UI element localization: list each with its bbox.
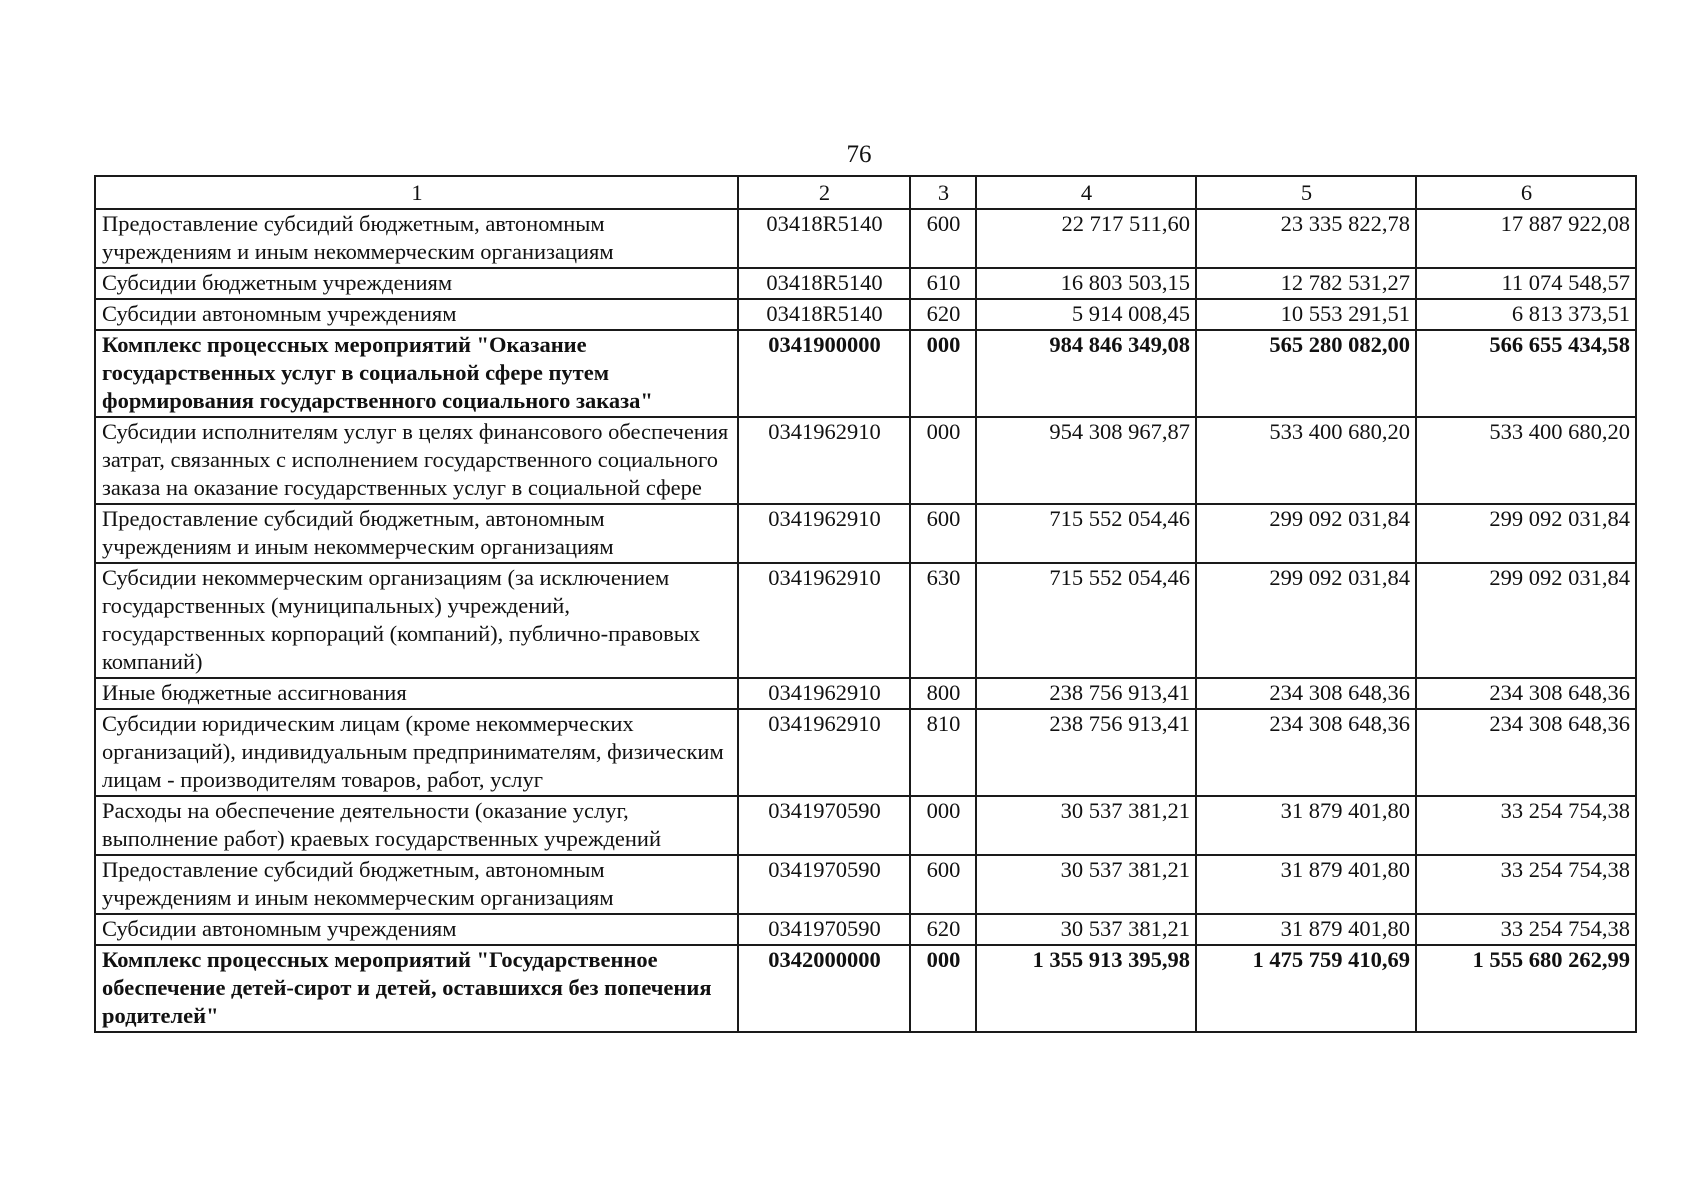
table-body	[95, 209, 1636, 1032]
row-kind-cell: 630	[910, 563, 976, 678]
row-name-cell: Предоставление субсидий бюджетным, автономным учреждениям и иным некоммерческим организациям	[95, 855, 738, 914]
row-code-cell: 0341962910	[738, 678, 910, 709]
row-kind-cell: 610	[910, 268, 976, 299]
row-name-cell: Комплекс процессных мероприятий "Государственное обеспечение детей-сирот и детей, оставшихся без попечения родителей"	[95, 945, 738, 1032]
column-header-6: 6	[1416, 176, 1636, 209]
budget-table	[94, 175, 1637, 1033]
page-number: 76	[846, 141, 872, 168]
row-name-cell: Субсидии автономным учреждениям	[95, 914, 738, 945]
row-value-col6-cell: 6 813 373,51	[1416, 299, 1636, 330]
row-value-col5-cell: 23 335 822,78	[1196, 209, 1416, 268]
row-value-col6-cell: 33 254 754,38	[1416, 914, 1636, 945]
row-value-col4-cell: 16 803 503,15	[976, 268, 1196, 299]
row-value-col6-cell: 17 887 922,08	[1416, 209, 1636, 268]
row-name-cell: Субсидии автономным учреждениям	[95, 299, 738, 330]
row-name-cell: Иные бюджетные ассигнования	[95, 678, 738, 709]
row-name-cell: Субсидии некоммерческим организациям (за исключением государственных (муниципальных) учреждений, государственных корпораций (компаний), публично-правовых компаний)	[95, 563, 738, 678]
row-value-col4-cell: 238 756 913,41	[976, 678, 1196, 709]
row-value-col4-cell: 954 308 967,87	[976, 417, 1196, 504]
row-value-col6-cell: 533 400 680,20	[1416, 417, 1636, 504]
column-header-2: 2	[738, 176, 910, 209]
row-value-col5-cell: 299 092 031,84	[1196, 563, 1416, 678]
row-value-col5-cell: 1 475 759 410,69	[1196, 945, 1416, 1032]
row-kind-cell: 000	[910, 945, 976, 1032]
row-code-cell: 0341970590	[738, 796, 910, 855]
table-row	[95, 504, 1636, 563]
row-value-col4-cell: 22 717 511,60	[976, 209, 1196, 268]
table-row	[95, 678, 1636, 709]
table-row	[95, 796, 1636, 855]
row-value-col5-cell: 234 308 648,36	[1196, 709, 1416, 796]
row-value-col4-cell: 715 552 054,46	[976, 504, 1196, 563]
column-header-3: 3	[910, 176, 976, 209]
row-value-col6-cell: 566 655 434,58	[1416, 330, 1636, 417]
table-row	[95, 330, 1636, 417]
row-value-col6-cell: 33 254 754,38	[1416, 796, 1636, 855]
row-kind-cell: 600	[910, 504, 976, 563]
row-name-cell: Расходы на обеспечение деятельности (оказание услуг, выполнение работ) краевых государственных учреждений	[95, 796, 738, 855]
row-value-col4-cell: 984 846 349,08	[976, 330, 1196, 417]
row-code-cell: 03418R5140	[738, 268, 910, 299]
row-name-cell: Субсидии исполнителям услуг в целях финансового обеспечения затрат, связанных с исполнением государственного социального заказа на оказание государственных услуг в социальной сфере	[95, 417, 738, 504]
row-kind-cell: 810	[910, 709, 976, 796]
row-value-col4-cell: 1 355 913 395,98	[976, 945, 1196, 1032]
row-code-cell: 0341962910	[738, 563, 910, 678]
row-value-col6-cell: 11 074 548,57	[1416, 268, 1636, 299]
row-name-cell: Субсидии бюджетным учреждениям	[95, 268, 738, 299]
row-value-col5-cell: 565 280 082,00	[1196, 330, 1416, 417]
row-kind-cell: 600	[910, 209, 976, 268]
row-value-col5-cell: 31 879 401,80	[1196, 855, 1416, 914]
row-value-col4-cell: 715 552 054,46	[976, 563, 1196, 678]
row-code-cell: 0341970590	[738, 914, 910, 945]
table-row	[95, 709, 1636, 796]
row-value-col6-cell: 33 254 754,38	[1416, 855, 1636, 914]
column-header-4: 4	[976, 176, 1196, 209]
row-code-cell: 0342000000	[738, 945, 910, 1032]
row-value-col4-cell: 30 537 381,21	[976, 796, 1196, 855]
row-name-cell: Субсидии юридическим лицам (кроме некоммерческих организаций), индивидуальным предпринимателям, физическим лицам - производителям товаров, работ, услуг	[95, 709, 738, 796]
row-value-col4-cell: 30 537 381,21	[976, 855, 1196, 914]
row-name-cell: Предоставление субсидий бюджетным, автономным учреждениям и иным некоммерческим организациям	[95, 504, 738, 563]
table-row	[95, 914, 1636, 945]
row-code-cell: 0341970590	[738, 855, 910, 914]
row-value-col4-cell: 238 756 913,41	[976, 709, 1196, 796]
row-value-col5-cell: 10 553 291,51	[1196, 299, 1416, 330]
row-name-cell: Предоставление субсидий бюджетным, автономным учреждениям и иным некоммерческим организациям	[95, 209, 738, 268]
row-kind-cell: 000	[910, 330, 976, 417]
row-value-col5-cell: 533 400 680,20	[1196, 417, 1416, 504]
row-code-cell: 03418R5140	[738, 299, 910, 330]
table-row	[95, 268, 1636, 299]
row-kind-cell: 000	[910, 796, 976, 855]
row-kind-cell: 000	[910, 417, 976, 504]
table-header-row	[95, 176, 1636, 209]
row-value-col5-cell: 12 782 531,27	[1196, 268, 1416, 299]
row-value-col5-cell: 299 092 031,84	[1196, 504, 1416, 563]
row-code-cell: 0341962910	[738, 417, 910, 504]
table-row	[95, 945, 1636, 1032]
row-value-col6-cell: 234 308 648,36	[1416, 709, 1636, 796]
row-value-col4-cell: 30 537 381,21	[976, 914, 1196, 945]
row-value-col6-cell: 299 092 031,84	[1416, 563, 1636, 678]
row-value-col5-cell: 31 879 401,80	[1196, 914, 1416, 945]
row-code-cell: 03418R5140	[738, 209, 910, 268]
row-kind-cell: 620	[910, 299, 976, 330]
table-row	[95, 417, 1636, 504]
row-code-cell: 0341962910	[738, 504, 910, 563]
column-header-5: 5	[1196, 176, 1416, 209]
column-header-1: 1	[95, 176, 738, 209]
row-code-cell: 0341962910	[738, 709, 910, 796]
row-code-cell: 0341900000	[738, 330, 910, 417]
table-row	[95, 299, 1636, 330]
row-value-col5-cell: 234 308 648,36	[1196, 678, 1416, 709]
row-value-col6-cell: 1 555 680 262,99	[1416, 945, 1636, 1032]
row-kind-cell: 620	[910, 914, 976, 945]
table-row	[95, 855, 1636, 914]
row-kind-cell: 600	[910, 855, 976, 914]
row-value-col6-cell: 234 308 648,36	[1416, 678, 1636, 709]
row-value-col5-cell: 31 879 401,80	[1196, 796, 1416, 855]
row-value-col6-cell: 299 092 031,84	[1416, 504, 1636, 563]
row-value-col4-cell: 5 914 008,45	[976, 299, 1196, 330]
table-row	[95, 563, 1636, 678]
row-kind-cell: 800	[910, 678, 976, 709]
row-name-cell: Комплекс процессных мероприятий "Оказание государственных услуг в социальной сфере путем формирования государственного социального заказа"	[95, 330, 738, 417]
table-row	[95, 209, 1636, 268]
